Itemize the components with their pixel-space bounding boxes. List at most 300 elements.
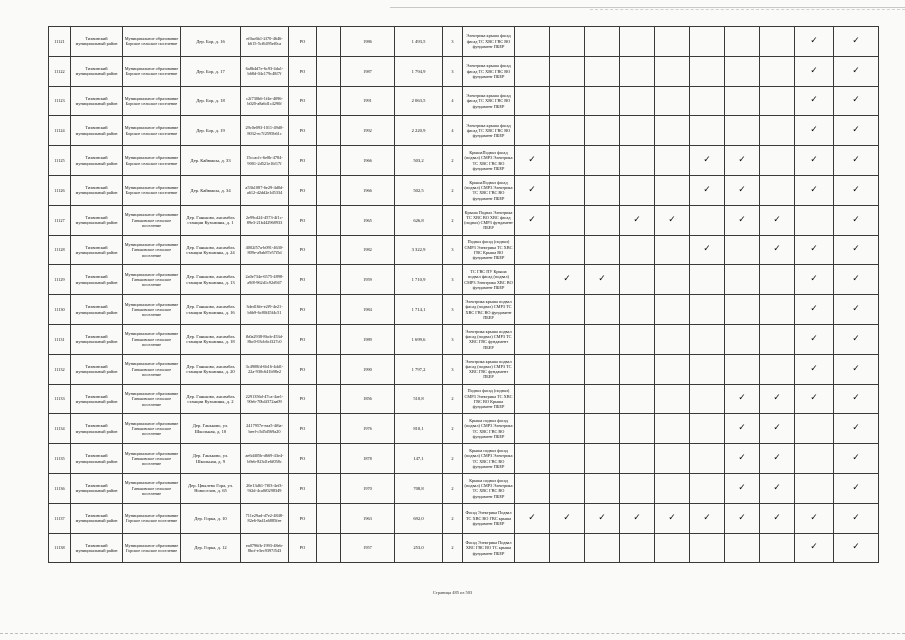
cell-district: Тихвинский муниципальный район [71, 354, 123, 384]
cell-works: Электрика крыша подвал фасад (подвал) СМР3 ТС ХВС ГВС фундамент ПБЕР [463, 324, 515, 354]
empty-check-cell [515, 235, 550, 265]
check-mark: ✓ [760, 503, 795, 533]
cell-guid: 3ded16fe-e2f9-4e21-b6b9-6c80f45f4c51 [241, 295, 289, 325]
cell-empty [317, 533, 341, 563]
cell-municipality: Муниципальное образование Борское сельское поселение [123, 56, 181, 86]
check-mark: ✓ [620, 205, 655, 235]
empty-check-cell [585, 384, 620, 414]
table-row [49, 503, 879, 533]
cell-empty [317, 324, 341, 354]
check-mark: ✓ [795, 86, 834, 116]
cell-storeys: 2 [443, 175, 463, 205]
empty-check-cell [515, 533, 550, 563]
table-row [49, 533, 879, 563]
cell-empty [317, 503, 341, 533]
cell-guid: 2417957e-eaa5-4f6a-beef-c5d5d569a20 [241, 414, 289, 444]
empty-check-cell [585, 86, 620, 116]
cell-num: 11138 [49, 533, 71, 563]
cell-year: 1963 [341, 503, 395, 533]
empty-check-cell [690, 265, 725, 295]
check-mark: ✓ [834, 414, 879, 444]
cell-empty [317, 146, 341, 176]
empty-check-cell [690, 384, 725, 414]
empty-check-cell [795, 473, 834, 503]
cell-empty [317, 295, 341, 325]
cell-empty [317, 384, 341, 414]
check-mark: ✓ [834, 354, 879, 384]
empty-check-cell [515, 86, 550, 116]
cell-municipality: Муниципальное образование Ганьковское сельское поселение [123, 205, 181, 235]
cell-address: Дер. Ганьково, ул. Школьная, д. 9 [181, 444, 241, 474]
cell-storeys: 3 [443, 354, 463, 384]
cell-code: РО [289, 384, 317, 414]
empty-check-cell [515, 473, 550, 503]
empty-check-cell [725, 354, 760, 384]
empty-check-cell [760, 533, 795, 563]
cell-storeys: 3 [443, 56, 463, 86]
cell-year: 1987 [341, 56, 395, 86]
cell-area: 692,0 [395, 503, 443, 533]
cell-guid: 15ccacfc-6e0b-4784-9001-2d521e16f17f [241, 146, 289, 176]
cell-num: 11131 [49, 324, 71, 354]
empty-check-cell [515, 116, 550, 146]
cell-storeys: 2 [443, 205, 463, 235]
empty-check-cell [620, 354, 655, 384]
cell-empty [317, 56, 341, 86]
cell-address: Дер. Бор, д. 17 [181, 56, 241, 86]
cell-area: 503,2 [395, 146, 443, 176]
check-mark: ✓ [834, 265, 879, 295]
check-mark: ✓ [834, 473, 879, 503]
table-row [49, 205, 879, 235]
cell-num: 11122 [49, 56, 71, 86]
empty-check-cell [655, 444, 690, 474]
empty-check-cell [515, 384, 550, 414]
empty-check-cell [620, 444, 655, 474]
cell-municipality: Муниципальное образование Борское сельское поселение [123, 146, 181, 176]
check-mark: ✓ [834, 146, 879, 176]
check-mark: ✓ [834, 295, 879, 325]
check-mark: ✓ [760, 444, 795, 474]
cell-municipality: Муниципальное образование Ганьковское сельское поселение [123, 235, 181, 265]
cell-district: Тихвинский муниципальный район [71, 86, 123, 116]
check-mark: ✓ [760, 235, 795, 265]
cell-year: 1957 [341, 533, 395, 563]
cell-code: РО [289, 146, 317, 176]
cell-district: Тихвинский муниципальный район [71, 235, 123, 265]
empty-check-cell [620, 56, 655, 86]
empty-check-cell [515, 444, 550, 474]
empty-check-cell [725, 265, 760, 295]
cell-municipality: Муниципальное образование Ганьковское сельское поселение [123, 265, 181, 295]
empty-check-cell [585, 295, 620, 325]
cell-empty [317, 444, 341, 474]
cell-code: РО [289, 533, 317, 563]
cell-address: Дер. Цвылево Гора, ул. Новоселов, д. 65 [181, 473, 241, 503]
empty-check-cell [550, 384, 585, 414]
empty-check-cell [620, 86, 655, 116]
check-mark: ✓ [725, 175, 760, 205]
cell-district: Тихвинский муниципальный район [71, 265, 123, 295]
cell-num: 11121 [49, 27, 71, 57]
cell-code: РО [289, 56, 317, 86]
empty-check-cell [550, 354, 585, 384]
empty-check-cell [655, 354, 690, 384]
empty-check-cell [620, 27, 655, 57]
cell-code: РО [289, 27, 317, 57]
cell-year: 1991 [341, 86, 395, 116]
cell-district: Тихвинский муниципальный район [71, 503, 123, 533]
cell-area: 1 714,1 [395, 295, 443, 325]
cell-code: РО [289, 265, 317, 295]
cell-area: 2 220,9 [395, 116, 443, 146]
cell-area: 1 710,9 [395, 265, 443, 295]
cell-works: Электрика крыша фасад фасад ТС ХВС ГВС ВО фундамент ПБЕР [463, 56, 515, 86]
empty-check-cell [655, 27, 690, 57]
cell-year: 1976 [341, 414, 395, 444]
empty-check-cell [550, 146, 585, 176]
check-mark: ✓ [515, 146, 550, 176]
cell-empty [317, 205, 341, 235]
empty-check-cell [725, 324, 760, 354]
empty-check-cell [655, 116, 690, 146]
check-mark: ✓ [620, 503, 655, 533]
cell-area: 2 063,5 [395, 86, 443, 116]
check-mark: ✓ [834, 27, 879, 57]
check-mark: ✓ [795, 324, 834, 354]
empty-check-cell [550, 414, 585, 444]
cell-area: 1 797,2 [395, 354, 443, 384]
empty-check-cell [655, 324, 690, 354]
empty-check-cell [725, 235, 760, 265]
check-mark: ✓ [795, 295, 834, 325]
cell-code: РО [289, 444, 317, 474]
empty-check-cell [620, 414, 655, 444]
scan-edge-line [0, 633, 905, 634]
cell-works: Электрика крыша фасад фасад ТС ХВС ГВС ВО фундамент ПБЕР [463, 86, 515, 116]
cell-district: Тихвинский муниципальный район [71, 175, 123, 205]
empty-check-cell [515, 56, 550, 86]
check-mark: ✓ [585, 503, 620, 533]
cell-address: Дер. Ганьково, ансамбль станции Кузьмины, д. 16 [181, 295, 241, 325]
empty-check-cell [690, 354, 725, 384]
cell-storeys: 2 [443, 384, 463, 414]
check-mark: ✓ [760, 473, 795, 503]
empty-check-cell [550, 86, 585, 116]
empty-check-cell [515, 324, 550, 354]
table-row [49, 295, 879, 325]
check-mark: ✓ [550, 503, 585, 533]
empty-check-cell [760, 265, 795, 295]
check-mark: ✓ [515, 205, 550, 235]
cell-address: Дер. Ганьково, ансамбль станции Кузьмины, д. 18 [181, 324, 241, 354]
cell-num: 11134 [49, 414, 71, 444]
check-mark: ✓ [760, 414, 795, 444]
empty-check-cell [620, 116, 655, 146]
cell-storeys: 3 [443, 265, 463, 295]
empty-check-cell [725, 116, 760, 146]
cell-municipality: Муниципальное образование Борское сельское поселение [123, 175, 181, 205]
check-mark: ✓ [550, 265, 585, 295]
empty-check-cell [760, 175, 795, 205]
check-mark: ✓ [834, 533, 879, 563]
table-row [49, 384, 879, 414]
cell-storeys: 2 [443, 444, 463, 474]
empty-check-cell [760, 27, 795, 57]
cell-works: Крыша Подвал Электрика ТС ХВС ВО ХВС фасад (подвал) СМР3 фундамент ПБЕР [463, 205, 515, 235]
check-mark: ✓ [725, 444, 760, 474]
cell-guid: c2f730b6-1f4e-4096-b020-a8a6d1c4290f [241, 86, 289, 116]
cell-municipality: Муниципальное образование Ганьковское сельское поселение [123, 384, 181, 414]
check-mark: ✓ [834, 324, 879, 354]
cell-address: Дер. Бор, д. 18 [181, 86, 241, 116]
empty-check-cell [655, 265, 690, 295]
cell-storeys: 4 [443, 116, 463, 146]
cell-num: 11137 [49, 503, 71, 533]
empty-check-cell [655, 414, 690, 444]
table-row [49, 324, 879, 354]
cell-guid: 2a0e734e-6575-4898-a9f8-962d1c92d947 [241, 265, 289, 295]
cell-address: Дер. Ганьково, ул. Школьная, д. 10 [181, 414, 241, 444]
cell-district: Тихвинский муниципальный район [71, 473, 123, 503]
empty-check-cell [550, 205, 585, 235]
cell-guid: a53b1087-6e29-4d0d-a612-d2dd2e1d5334 [241, 175, 289, 205]
check-mark: ✓ [834, 56, 879, 86]
check-mark: ✓ [834, 235, 879, 265]
cell-area: 708,8 [395, 473, 443, 503]
cell-area: 1 493,5 [395, 27, 443, 57]
empty-check-cell [620, 533, 655, 563]
cell-district: Тихвинский муниципальный район [71, 533, 123, 563]
empty-check-cell [585, 473, 620, 503]
cell-num: 11129 [49, 265, 71, 295]
cell-num: 11136 [49, 473, 71, 503]
check-mark: ✓ [515, 503, 550, 533]
cell-empty [317, 473, 341, 503]
cell-district: Тихвинский муниципальный район [71, 27, 123, 57]
cell-municipality: Муниципальное образование Ганьковское сельское поселение [123, 354, 181, 384]
cell-address: Дер. Ганьково, ансамбль станции Кузьмины, д. 2 [181, 384, 241, 414]
cell-address: Дер. Ганьково, ансамбль станции Кузьмины, д. 24 [181, 235, 241, 265]
empty-check-cell [760, 295, 795, 325]
cell-district: Тихвинский муниципальный район [71, 116, 123, 146]
cell-storeys: 2 [443, 146, 463, 176]
check-mark: ✓ [834, 384, 879, 414]
empty-check-cell [760, 116, 795, 146]
empty-check-cell [620, 175, 655, 205]
empty-check-cell [690, 116, 725, 146]
cell-works: Фасад Электрика Подвал ХВС ГВС ВО ТС крыша фундамент ПБЕР [463, 533, 515, 563]
check-mark: ✓ [515, 175, 550, 205]
table-row [49, 116, 879, 146]
empty-check-cell [550, 295, 585, 325]
check-mark: ✓ [795, 503, 834, 533]
cell-storeys: 3 [443, 295, 463, 325]
cell-storeys: 2 [443, 533, 463, 563]
empty-check-cell [760, 86, 795, 116]
cell-guid: 711e29ad-d7e2-4848-82e6-8a41a6885fee [241, 503, 289, 533]
empty-check-cell [620, 265, 655, 295]
cell-district: Тихвинский муниципальный район [71, 444, 123, 474]
empty-check-cell [725, 27, 760, 57]
check-mark: ✓ [725, 503, 760, 533]
cell-municipality: Муниципальное образование Борское сельское поселение [123, 27, 181, 57]
empty-check-cell [690, 473, 725, 503]
check-mark: ✓ [725, 205, 760, 235]
empty-check-cell [550, 175, 585, 205]
empty-check-cell [550, 235, 585, 265]
cell-works: Электрика крыша фасад фасад ТС ХВС ГВС ВО фундамент ПБЕР [463, 116, 515, 146]
empty-check-cell [620, 235, 655, 265]
cell-area: 626,8 [395, 205, 443, 235]
cell-guid: 29c0e093-1011-49d0-8032-ec7f2595b61c [241, 116, 289, 146]
cell-year: 1970 [341, 473, 395, 503]
cell-empty [317, 354, 341, 384]
table-row [49, 56, 879, 86]
empty-check-cell [690, 414, 725, 444]
empty-check-cell [760, 324, 795, 354]
cell-works: Электрика крыша подвал фасад (подвал) СМР3 ТС ХВС ГВС фундамент ПБЕР [463, 354, 515, 384]
cell-works: ТС ГВС ПУ Крыша подвал фасад (подвал) СМР3 Электрика ХВС ВО фундамент ПБЕР [463, 265, 515, 295]
cell-num: 11135 [49, 444, 71, 474]
cell-num: 11127 [49, 205, 71, 235]
cell-municipality: Муниципальное образование Ганьковское сельское поселение [123, 295, 181, 325]
cell-area: 510,8 [395, 384, 443, 414]
cell-works: КрышаПодвал фасад (подвал) СМР3 Электрика ТС ХВС ГВС ВО фундамент ПБЕР [463, 175, 515, 205]
empty-check-cell [585, 205, 620, 235]
empty-check-cell [585, 444, 620, 474]
check-mark: ✓ [725, 384, 760, 414]
empty-check-cell [515, 265, 550, 295]
empty-check-cell [725, 295, 760, 325]
cell-storeys: 4 [443, 86, 463, 116]
cell-district: Тихвинский муниципальный район [71, 295, 123, 325]
cell-year: 1982 [341, 235, 395, 265]
cell-storeys: 3 [443, 235, 463, 265]
empty-check-cell [550, 116, 585, 146]
cell-code: РО [289, 354, 317, 384]
cell-guid: fb0a2938-8bcb-453d-8bc0-03cb6cf327c0 [241, 324, 289, 354]
empty-check-cell [585, 354, 620, 384]
table-row [49, 235, 879, 265]
cell-area: 1 794,9 [395, 56, 443, 86]
check-mark: ✓ [834, 86, 879, 116]
check-mark: ✓ [795, 235, 834, 265]
cell-empty [317, 27, 341, 57]
cell-municipality: Муниципальное образование Ганьковское сельское поселение [123, 414, 181, 444]
empty-check-cell [585, 146, 620, 176]
cell-address: Дер. Кайваксы, д. 34 [181, 175, 241, 205]
cell-municipality: Муниципальное образование Ганьковское сельское поселение [123, 324, 181, 354]
cell-empty [317, 235, 341, 265]
check-mark: ✓ [690, 503, 725, 533]
empty-check-cell [655, 56, 690, 86]
empty-check-cell [620, 295, 655, 325]
cell-area: 147,1 [395, 444, 443, 474]
cell-code: РО [289, 86, 317, 116]
cell-empty [317, 414, 341, 444]
cell-year: 1966 [341, 175, 395, 205]
empty-check-cell [655, 295, 690, 325]
empty-check-cell [550, 533, 585, 563]
empty-check-cell [655, 235, 690, 265]
cell-area: 3 322,9 [395, 235, 443, 265]
cell-works: КрышаПодвал фасад (подвал) СМР3 Электрика ТС ХВС ГВС ВО фундамент ПБЕР [463, 146, 515, 176]
check-mark: ✓ [760, 384, 795, 414]
empty-check-cell [690, 533, 725, 563]
cell-municipality: Муниципальное образование Борское сельское поселение [123, 86, 181, 116]
check-mark: ✓ [655, 205, 690, 235]
cell-code: РО [289, 175, 317, 205]
empty-check-cell [655, 384, 690, 414]
empty-check-cell [550, 324, 585, 354]
cell-address: Дер. Кайваксы, д. 33 [181, 146, 241, 176]
empty-check-cell [725, 56, 760, 86]
cell-works: Подвал фасад (подвал) СМР3 Электрика ТС ХВС ГВС Крыша ВО фундамент ПБЕР [463, 235, 515, 265]
check-mark: ✓ [795, 175, 834, 205]
scan-edge-line [590, 9, 905, 10]
cell-empty [317, 86, 341, 116]
cell-works: Подвал фасад (подвал) СМР3 Электрика ТС ХВС ГВС ВО Крыша фундамент ПБЕР [463, 384, 515, 414]
cell-works: Электрика крыша подвал фасад (подвал) СМР3 ТС ХВС ГВС ВО фундамент ПБЕР [463, 295, 515, 325]
cell-code: РО [289, 205, 317, 235]
empty-check-cell [515, 414, 550, 444]
check-mark: ✓ [834, 205, 879, 235]
cell-year: 1878 [341, 444, 395, 474]
cell-num: 11124 [49, 116, 71, 146]
cell-district: Тихвинский муниципальный район [71, 56, 123, 86]
empty-check-cell [550, 444, 585, 474]
check-mark: ✓ [690, 235, 725, 265]
cell-code: РО [289, 324, 317, 354]
check-mark: ✓ [795, 384, 834, 414]
empty-check-cell [515, 27, 550, 57]
empty-check-cell [690, 324, 725, 354]
table-row [49, 473, 879, 503]
cell-works: Крыша подвал фасад (подвал) СМР3 Электрика ТС ХВС ГВС ВО фундамент ПБЕР [463, 473, 515, 503]
cell-area: 502,5 [395, 175, 443, 205]
cell-storeys: 3 [443, 324, 463, 354]
cell-works: Крыша подвал фасад (подвал) СМР3 Электрика ТС ХВС ГВС ВО фундамент ПБЕР [463, 414, 515, 444]
cell-works: Фасад Электрика Подвал ТС ХВС ВО ГВС крыша фундамент ПБЕР [463, 503, 515, 533]
table-row [49, 27, 879, 57]
check-mark: ✓ [834, 503, 879, 533]
cell-municipality: Муниципальное образование Горское сельское поселение [123, 533, 181, 563]
cell-guid: 6a8b4d7e-6c93-4da1-b68d-04c179c48f7f [241, 56, 289, 86]
empty-check-cell [760, 354, 795, 384]
empty-check-cell [725, 86, 760, 116]
housing-registry-table [48, 26, 879, 563]
table-row [49, 444, 879, 474]
cell-empty [317, 175, 341, 205]
empty-check-cell [655, 175, 690, 205]
cell-district: Тихвинский муниципальный район [71, 414, 123, 444]
table-row [49, 265, 879, 295]
cell-area: 810,1 [395, 414, 443, 444]
empty-check-cell [585, 175, 620, 205]
empty-check-cell [515, 354, 550, 384]
cell-address: Дер. Ганьково, ансамбль станции Кузьмины, д. 20 [181, 354, 241, 384]
cell-year: 1990 [341, 354, 395, 384]
check-mark: ✓ [834, 444, 879, 474]
empty-check-cell [620, 384, 655, 414]
cell-year: 1965 [341, 205, 395, 235]
empty-check-cell [690, 27, 725, 57]
cell-storeys: 2 [443, 503, 463, 533]
empty-check-cell [620, 146, 655, 176]
scan-edge-line [390, 7, 905, 8]
check-mark: ✓ [795, 116, 834, 146]
